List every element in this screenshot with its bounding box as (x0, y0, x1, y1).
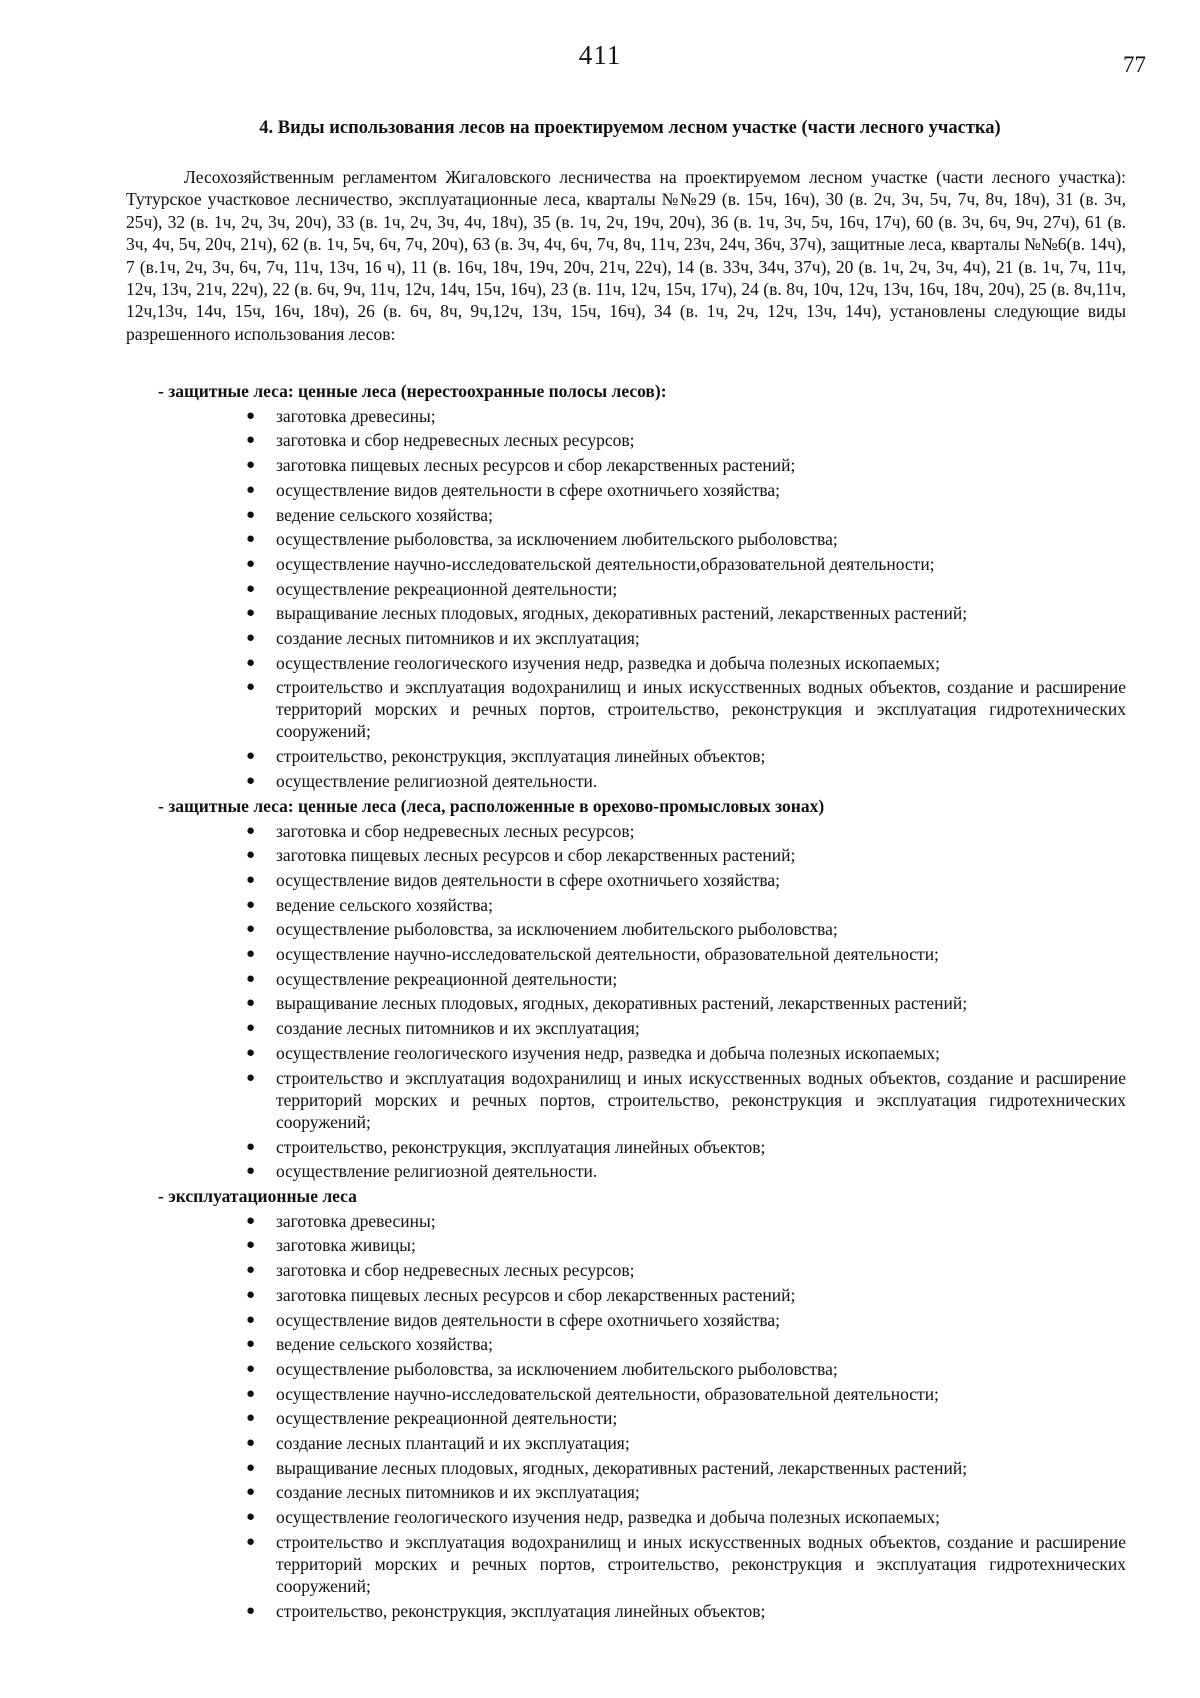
bullet-icon: ● (246, 506, 256, 523)
list-item-text: ведение сельского хозяйства; (276, 894, 493, 915)
list-item (126, 1209, 1126, 1234)
bullet-icon: ● (246, 1336, 256, 1353)
bullet-icon: ● (246, 1069, 256, 1086)
list-item (126, 819, 1126, 844)
list-item-text: осуществление рекреационной деятельности; (276, 968, 618, 989)
list-item-text: осуществление рекреационной деятельности; (276, 578, 618, 599)
usage-list (126, 404, 1126, 794)
list-item (126, 769, 1126, 794)
usage-sections (126, 379, 1126, 1624)
list-item (126, 552, 1126, 577)
list-item (126, 1233, 1126, 1258)
list-item-text: осуществление геологического изучения недр, разведка и добыча полезных ископаемых; (276, 1507, 940, 1528)
list-item-text: заготовка пищевых лесных ресурсов и сбор лекарственных растений; (276, 1284, 796, 1305)
bullet-icon: ● (246, 1385, 256, 1402)
list-item (126, 1382, 1126, 1407)
list-item (126, 1480, 1126, 1505)
list-item (126, 1283, 1126, 1308)
list-item (126, 967, 1126, 992)
bullet-icon: ● (246, 1286, 256, 1303)
list-item-text: осуществление геологического изучения недр, разведка и добыча полезных ископаемых; (276, 652, 940, 673)
list-item (126, 577, 1126, 602)
list-item-text: выращивание лесных плодовых, ягодных, декоративных растений, лекарственных растений; (276, 993, 968, 1014)
list-item-text: создание лесных питомников и их эксплуатация; (276, 1018, 640, 1039)
bullet-icon: ● (246, 654, 256, 671)
list-item-text: создание лесных плантаций и их эксплуатация; (276, 1433, 630, 1454)
list-item (126, 527, 1126, 552)
bullet-icon: ● (246, 1262, 256, 1279)
list-item-text: заготовка древесины; (276, 405, 436, 426)
bullet-icon: ● (246, 1484, 256, 1501)
list-item (126, 1016, 1126, 1041)
list-item (126, 1308, 1126, 1333)
bullet-icon: ● (246, 580, 256, 597)
section-protective-nut (126, 794, 1126, 1184)
list-item (126, 1456, 1126, 1481)
section-protective-spawning (126, 379, 1126, 794)
bullet-icon: ● (246, 531, 256, 548)
list-item (126, 1599, 1126, 1624)
bullet-icon: ● (246, 921, 256, 938)
usage-list (126, 819, 1126, 1184)
list-item-text: выращивание лесных плодовых, ягодных, декоративных растений, лекарственных растений; (276, 603, 968, 624)
bullet-icon: ● (246, 1459, 256, 1476)
list-item-text: осуществление научно-исследовательской деятельности, образовательной деятельности; (276, 944, 939, 965)
list-item (126, 1505, 1126, 1530)
bullet-icon: ● (246, 555, 256, 572)
list-item-text: осуществление рыболовства, за исключением любительского рыболовства; (276, 529, 838, 550)
list-item-text: строительство, реконструкция, эксплуатация линейных объектов; (276, 1600, 766, 1621)
bullet-icon: ● (246, 995, 256, 1012)
list-item (126, 1431, 1126, 1456)
bullet-icon: ● (246, 1360, 256, 1377)
list-item (126, 503, 1126, 528)
list-item (126, 1406, 1126, 1431)
list-item-text: осуществление рыболовства, за исключением любительского рыболовства; (276, 919, 838, 940)
list-item-text: ведение сельского хозяйства; (276, 504, 493, 525)
list-item (126, 428, 1126, 453)
section-heading: 4. Виды использования лесов на проектируемом лесном участке (части лесного участка) (259, 118, 1001, 138)
list-item (126, 453, 1126, 478)
list-item (126, 1135, 1126, 1160)
list-item-text: строительство и эксплуатация водохранилищ и иных искусственных водных объектов, создание и расширение территорий морских и речных портов, строительство, реконструкция и эксплуатация гидротехнических сооружений; (276, 677, 1126, 742)
bullet-icon: ● (246, 407, 256, 424)
list-item-text: осуществление рекреационной деятельности; (276, 1408, 618, 1429)
usage-list (126, 1209, 1126, 1624)
list-item-text: осуществление научно-исследовательской деятельности,образовательной деятельности; (276, 553, 935, 574)
list-item (126, 868, 1126, 893)
list-item-text: строительство, реконструкция, эксплуатация линейных объектов; (276, 746, 766, 767)
list-item (126, 1258, 1126, 1283)
list-item-text: осуществление геологического изучения недр, разведка и добыча полезных ископаемых; (276, 1042, 940, 1063)
bullet-icon: ● (246, 679, 256, 696)
list-item (126, 744, 1126, 769)
list-item-text: ведение сельского хозяйства; (276, 1334, 493, 1355)
bullet-icon: ● (246, 457, 256, 474)
bullet-icon: ● (246, 432, 256, 449)
list-item-text: создание лесных питомников и их эксплуатация; (276, 1482, 640, 1503)
bullet-icon: ● (246, 1138, 256, 1155)
list-item (126, 1332, 1126, 1357)
list-item-text: заготовка пищевых лесных ресурсов и сбор лекарственных растений; (276, 455, 796, 476)
list-item (126, 675, 1126, 744)
list-item (126, 942, 1126, 967)
bullet-icon: ● (246, 748, 256, 765)
bullet-icon: ● (246, 605, 256, 622)
intro-paragraph: Лесохозяйственным регламентом Жигаловского лесничества на проектируемом лесном участке (части лесного участка): Тутурское участковое лесничество, эксплуатационные леса, кварталы №№29 (в. 15ч, 16ч), 30 (в. 2ч, 3ч, 5ч, 7ч, 8ч, 18ч), 31 (в. 3ч, 25ч), 32 (в. 1ч, 2ч, 3ч, 20ч), 33 (в. 1ч, 2ч, 3ч, 4ч, 18ч), 35 (в. 1ч, 2ч, 19ч, 20ч), 36 (в. 1ч, 3ч, 5ч, 16ч, 17ч), 60 (в. 3ч, 6ч, 9ч, 27ч), 61 (в. 3ч, 4ч, 5ч, 20ч, 21ч), 62 (в. 1ч, 5ч, 6ч, 7ч, 20ч), 63 (в. 3ч, 4ч, 6ч, 7ч, 8ч, 11ч, 23ч, 24ч, 36ч, 37ч), защитные леса, кварталы №№6(в. 14ч), 7 (в.1ч, 2ч, 3ч, 6ч, 7ч, 11ч, 13ч, 16 ч), 11 (в. 16ч, 18ч, 19ч, 20ч, 21ч, 22ч), 14 (в. 33ч, 34ч, 37ч), 20 (в. 1ч, 2ч, 3ч, 4ч), 21 (в. 1ч, 7ч, 11ч, 12ч, 13ч, 21ч, 22ч), 22 (в. 6ч, 9ч, 11ч, 12ч, 14ч, 15ч, 16ч), 23 (в. 11ч, 12ч, 15ч, 17ч), 24 (в. 8ч, 10ч, 12ч, 13ч, 16ч, 18ч, 20ч), 25 (в. 8ч,11ч, 12ч,13ч, 14ч, 15ч, 16ч, 18ч), 26 (в. 6ч, 8ч, 9ч,12ч, 13ч, 15ч, 16ч), 34 (в. 1ч, 2ч, 12ч, 13ч, 14ч), установлены следующие виды разрешенного использования лесов: (126, 167, 1126, 344)
list-item (126, 626, 1126, 651)
list-item (126, 1159, 1126, 1184)
bullet-icon: ● (246, 847, 256, 864)
list-item (126, 991, 1126, 1016)
bullet-icon: ● (246, 1020, 256, 1037)
section-exploitation (126, 1184, 1126, 1624)
bullet-icon: ● (246, 896, 256, 913)
list-item-text: заготовка древесины; (276, 1210, 436, 1231)
bullet-icon: ● (246, 1410, 256, 1427)
list-item (126, 1066, 1126, 1135)
list-item-text: заготовка и сбор недревесных лесных ресурсов; (276, 430, 635, 451)
bullet-icon: ● (246, 871, 256, 888)
list-item-text: заготовка живицы; (276, 1235, 416, 1256)
bullet-icon: ● (246, 1212, 256, 1229)
page-number: 77 (1123, 52, 1146, 77)
bullet-icon: ● (246, 1435, 256, 1452)
list-item (126, 651, 1126, 676)
bullet-icon: ● (246, 481, 256, 498)
bullet-icon: ● (246, 1237, 256, 1254)
list-item-text: выращивание лесных плодовых, ягодных, декоративных растений, лекарственных растений; (276, 1457, 968, 1478)
list-item (126, 843, 1126, 868)
list-item-text: создание лесных питомников и их эксплуатация; (276, 628, 640, 649)
list-item (126, 917, 1126, 942)
list-item-text: осуществление научно-исследовательской деятельности, образовательной деятельности; (276, 1383, 939, 1404)
bullet-icon: ● (246, 1311, 256, 1328)
bullet-icon: ● (246, 1044, 256, 1061)
bullet-icon: ● (246, 822, 256, 839)
list-item-text: заготовка пищевых лесных ресурсов и сбор лекарственных растений; (276, 845, 796, 866)
list-item (126, 1530, 1126, 1599)
list-item (126, 404, 1126, 429)
bullet-icon: ● (246, 1163, 256, 1180)
list-item (126, 1041, 1126, 1066)
list-item-text: заготовка и сбор недревесных лесных ресурсов; (276, 1260, 635, 1281)
bullet-icon: ● (246, 1602, 256, 1619)
section-title: - защитные леса: ценные леса (леса, расположенные в орехово-промысловых зонах) (158, 795, 825, 816)
list-item-text: строительство и эксплуатация водохранилищ и иных искусственных водных объектов, создание и расширение территорий морских и речных портов, строительство, реконструкция и эксплуатация гидротехнических сооружений; (276, 1531, 1126, 1596)
bullet-icon: ● (246, 1509, 256, 1526)
list-item-text: осуществление религиозной деятельности. (276, 771, 598, 792)
bullet-icon: ● (246, 970, 256, 987)
section-title: - защитные леса: ценные леса (нерестоохранные полосы лесов): (158, 381, 667, 401)
bullet-icon: ● (246, 630, 256, 647)
list-item (126, 601, 1126, 626)
list-item-text: строительство, реконструкция, эксплуатация линейных объектов; (276, 1136, 766, 1157)
list-item-text: осуществление видов деятельности в сфере охотничьего хозяйства; (276, 1309, 781, 1330)
list-item-text: осуществление видов деятельности в сфере охотничьего хозяйства; (276, 869, 781, 890)
list-item (126, 478, 1126, 503)
bullet-icon: ● (246, 946, 256, 963)
list-item-text: осуществление рыболовства, за исключением любительского рыболовства; (276, 1358, 838, 1379)
registry-number: 411 (578, 40, 622, 70)
list-item (126, 893, 1126, 918)
list-item-text: осуществление видов деятельности в сфере охотничьего хозяйства; (276, 479, 781, 500)
list-item-text: заготовка и сбор недревесных лесных ресурсов; (276, 820, 635, 841)
bullet-icon: ● (246, 1533, 256, 1550)
bullet-icon: ● (246, 773, 256, 790)
section-title: - эксплуатационные леса (158, 1185, 357, 1206)
list-item-text: осуществление религиозной деятельности. (276, 1161, 598, 1182)
list-item (126, 1357, 1126, 1382)
list-item-text: строительство и эксплуатация водохранилищ и иных искусственных водных объектов, создание и расширение территорий морских и речных портов, строительство, реконструкция и эксплуатация гидротехнических сооружений; (276, 1067, 1126, 1132)
